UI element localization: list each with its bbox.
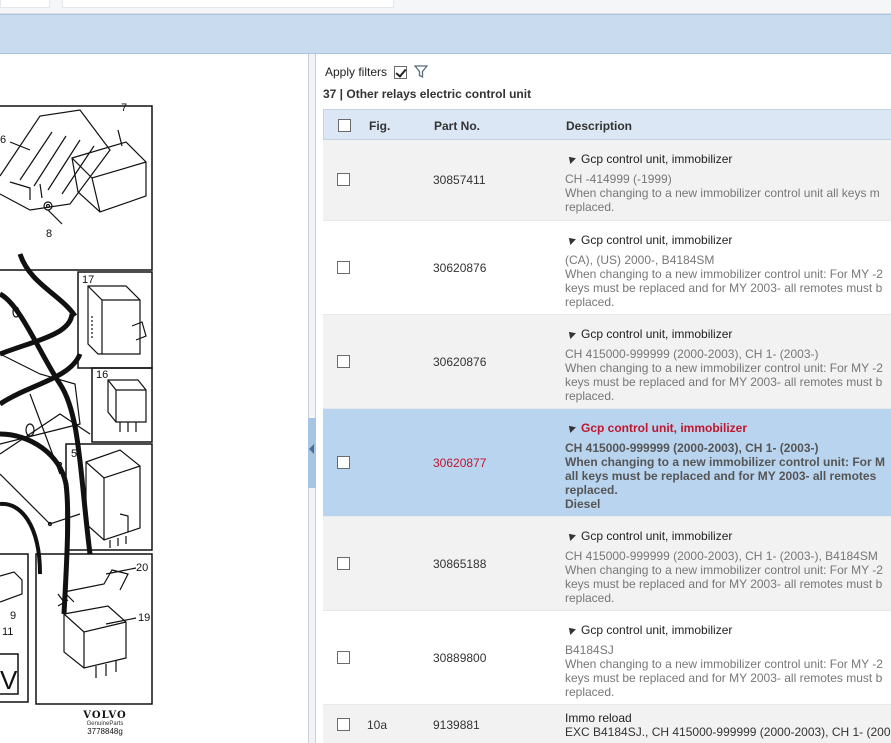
- callout-label[interactable]: 9: [10, 610, 17, 622]
- parts-list-pane: [316, 54, 891, 743]
- table-row[interactable]: [323, 705, 891, 743]
- row-description: [565, 233, 891, 309]
- callout-label[interactable]: 20: [136, 562, 149, 574]
- row-detail-line: replaced.: [565, 483, 618, 497]
- row-title: Gcp control unit, immobilizer: [581, 529, 733, 543]
- filter-bar: [325, 63, 428, 81]
- row-detail-line: When changing to a new immobilizer control unit: For MY -2: [565, 267, 883, 281]
- row-detail-line: CH 415000-999999 (2000-2003), CH 1- (2003-), B4184SM: [565, 549, 878, 563]
- row-detail-line: keys must be replaced and for MY 2003- all remotes must b: [565, 375, 883, 389]
- row-title: Gcp control unit, immobilizer: [581, 233, 733, 247]
- toolbar-tab[interactable]: [0, 0, 50, 8]
- logo-brand: VOLVO: [83, 710, 127, 721]
- svg-text:V: V: [0, 665, 18, 695]
- row-title: Gcp control unit, immobilizer: [581, 421, 748, 435]
- table-row[interactable]: [323, 221, 891, 315]
- row-detail-line: replaced.: [565, 591, 615, 605]
- callout-label[interactable]: 19: [138, 612, 151, 624]
- row-part-number[interactable]: 30620877: [433, 455, 487, 470]
- row-part-number[interactable]: 30889800: [433, 650, 487, 665]
- row-detail-line: When changing to a new immobilizer control unit: For MY -2: [565, 361, 883, 375]
- row-title: Immo reload: [565, 711, 632, 725]
- table-row-selected[interactable]: [323, 409, 891, 517]
- expand-triangle-icon[interactable]: [566, 154, 576, 164]
- collapse-handle[interactable]: [308, 418, 316, 488]
- row-description: [565, 421, 891, 511]
- row-part-number[interactable]: 30857411: [433, 173, 486, 187]
- table-row[interactable]: [323, 611, 891, 705]
- expand-triangle-icon[interactable]: [566, 531, 576, 541]
- row-detail-line: CH 415000-999999 (2000-2003), CH 1- (2003-): [565, 347, 819, 361]
- table-row[interactable]: [323, 140, 891, 221]
- callout-label[interactable]: 16: [96, 369, 109, 381]
- row-detail-line: keys must be replaced and for MY 2003- all remotes must b: [565, 577, 883, 591]
- row-detail-line: When changing to a new immobilizer control unit: For M: [565, 455, 885, 469]
- row-checkbox[interactable]: [337, 557, 350, 570]
- parts-table: [323, 109, 891, 743]
- row-detail-line: replaced.: [565, 200, 615, 214]
- row-checkbox[interactable]: [337, 456, 350, 469]
- row-checkbox[interactable]: [337, 651, 350, 664]
- row-detail-line: all keys must be replaced and for MY 2003- all remotes: [565, 469, 877, 483]
- row-detail-line: When changing to a new immobilizer control unit: For MY -2: [565, 657, 883, 671]
- row-detail-line: keys must be replaced and for MY 2003- all remotes must b: [565, 281, 883, 295]
- volvo-logo: [80, 710, 130, 736]
- row-part-number[interactable]: 30620876: [433, 354, 487, 369]
- callout-label[interactable]: 8: [46, 228, 53, 240]
- table-header: [323, 109, 891, 140]
- top-toolbar: [0, 0, 891, 14]
- row-fig: 10a: [367, 718, 388, 732]
- row-detail-line: (CA), (US) 2000-, B4184SM: [565, 253, 715, 267]
- row-title: Gcp control unit, immobilizer: [581, 152, 733, 166]
- table-row[interactable]: [323, 517, 891, 611]
- row-title: Gcp control unit, immobilizer: [581, 327, 733, 341]
- column-header-part-no[interactable]: Part No.: [434, 119, 481, 133]
- row-detail-line: CH 415000-999999 (2000-2003), CH 1- (2003-): [565, 441, 819, 455]
- logo-subtitle: GenuineParts: [86, 721, 124, 727]
- callout-label[interactable]: 7: [121, 102, 128, 114]
- group-title: 37 | Other relays electric control unit: [323, 87, 532, 101]
- apply-filters-label: Apply filters: [325, 65, 388, 79]
- expand-triangle-icon[interactable]: [566, 329, 576, 339]
- row-part-number[interactable]: 30865188: [433, 556, 487, 571]
- row-description: [565, 327, 891, 403]
- parts-diagram-pane[interactable]: [0, 54, 308, 743]
- row-detail-line: When changing to a new immobilizer control unit: For MY -2: [565, 563, 883, 577]
- toolbar-tab[interactable]: [62, 0, 394, 8]
- row-description: [565, 623, 891, 699]
- select-all-checkbox[interactable]: [338, 119, 351, 132]
- callout-label[interactable]: 6: [0, 134, 7, 146]
- expand-triangle-icon[interactable]: [566, 423, 576, 433]
- row-part-number[interactable]: 30620876: [433, 260, 487, 275]
- row-checkbox[interactable]: [337, 173, 350, 186]
- parts-diagram[interactable]: [0, 54, 308, 743]
- row-detail-line: When changing to a new immobilizer control unit all keys m: [565, 186, 880, 200]
- row-detail-line: EXC B4184SJ., CH 415000-999999 (2000-2003), CH 1- (200: [565, 725, 891, 739]
- row-detail-line: keys must be replaced and for MY 2003- all remotes must b: [565, 671, 883, 685]
- column-header-description[interactable]: Description: [566, 119, 633, 133]
- row-title: Gcp control unit, immobilizer: [581, 623, 733, 637]
- filter-icon[interactable]: [414, 65, 428, 79]
- expand-triangle-icon[interactable]: [566, 625, 576, 635]
- row-checkbox[interactable]: [337, 355, 350, 368]
- row-detail-line: replaced.: [565, 389, 615, 403]
- callout-label[interactable]: 17: [82, 274, 95, 286]
- row-description: [565, 529, 891, 605]
- row-checkbox[interactable]: [337, 261, 350, 274]
- row-part-number[interactable]: 9139881: [433, 718, 480, 732]
- ribbon-bar: [0, 14, 891, 54]
- pane-splitter[interactable]: [308, 54, 316, 743]
- row-detail-line: Diesel: [565, 497, 601, 511]
- column-header-fig[interactable]: Fig.: [369, 119, 391, 133]
- row-detail-line: CH -414999 (-1999): [565, 172, 672, 186]
- row-detail-line: replaced.: [565, 295, 615, 309]
- row-description: [565, 711, 891, 739]
- diagram-code: 3778848g: [87, 727, 123, 736]
- apply-filters-checkbox[interactable]: [394, 66, 407, 79]
- row-detail-line: B4184SJ: [565, 643, 614, 657]
- row-description: [565, 152, 891, 214]
- row-detail-line: replaced.: [565, 685, 615, 699]
- callout-label[interactable]: 5: [71, 448, 78, 460]
- callout-label[interactable]: 11: [2, 626, 14, 638]
- table-row[interactable]: [323, 315, 891, 409]
- expand-triangle-icon[interactable]: [566, 235, 576, 245]
- row-checkbox[interactable]: [337, 718, 350, 731]
- chevron-left-icon: [309, 444, 314, 454]
